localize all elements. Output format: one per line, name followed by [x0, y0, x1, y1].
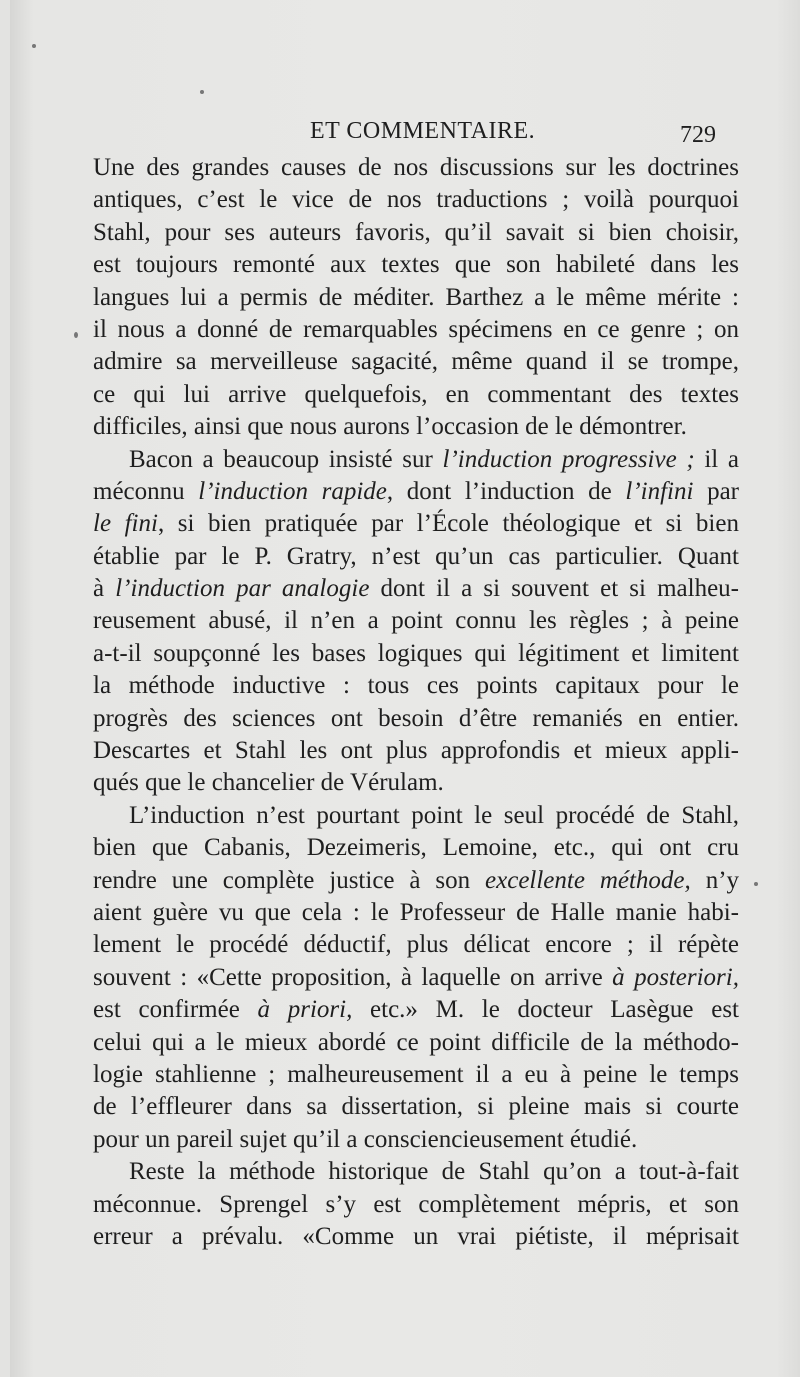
italic-text: l’induction par analogie	[115, 575, 370, 603]
text-line	[93, 508, 739, 540]
line-text: est confirmée	[93, 996, 258, 1024]
text-line	[93, 767, 739, 799]
page-number: 729	[680, 122, 716, 148]
line-text: bien que Cabanis, Dezeimeris, Lemoine, etc., qui ont cru	[93, 834, 739, 862]
italic-text: l’infini	[625, 477, 694, 505]
italic-text: à priori,	[257, 996, 353, 1024]
line-text: de l’effleurer dans sa dissertation, si pleine mais si courte	[93, 1093, 739, 1121]
text-line	[93, 703, 739, 735]
text-line	[93, 1027, 739, 1059]
line-text: celui qui a le mieux abordé ce point difficile de la méthodo-	[93, 1028, 739, 1056]
line-text: Une des grandes causes de nos discussions sur les doctrines	[93, 154, 739, 181]
italic-text: à posteriori,	[612, 963, 739, 991]
line-text: erreur a prévalu. «Comme un vrai piétiste, il méprisait	[93, 1222, 739, 1250]
text-line	[93, 670, 739, 702]
line-text: rendre une complète justice à son	[93, 866, 486, 894]
text-line	[93, 573, 739, 605]
line-text: il nous a donné de remarquables spécimens en ce genre ; on	[93, 315, 739, 343]
ink-speck	[74, 332, 78, 338]
line-text: il a	[694, 445, 739, 473]
text-line	[93, 865, 739, 897]
text-line	[93, 1124, 739, 1156]
ink-speck	[32, 44, 36, 48]
line-text: méconnu	[93, 477, 199, 505]
ink-speck	[200, 90, 204, 94]
line-text: a-t-il soupçonné les bases logiques qui légitiment et limitent	[93, 639, 739, 667]
text-line	[93, 444, 739, 476]
text-line	[93, 800, 739, 832]
line-text: progrès des sciences ont besoin d’être remaniés en entier.	[93, 704, 739, 732]
text-line	[93, 994, 739, 1026]
text-line	[93, 1189, 739, 1221]
line-text: logie stahlienne ; malheureusement il a eu à peine le temps	[93, 1060, 739, 1088]
line-text: pour un pareil sujet qu’il a consciencieusement étudié.	[93, 1125, 638, 1153]
line-text: à	[93, 575, 116, 603]
text-line	[93, 411, 739, 443]
line-text: langues lui a permis de méditer. Barthez a le même mérite :	[93, 283, 739, 311]
text-line	[93, 1059, 739, 1091]
line-text: Descartes et Stahl les ont plus approfondis et mieux appli-	[93, 737, 739, 765]
line-text: aient guère vu que cela : le Professeur de Halle manie habi-	[93, 898, 739, 926]
line-text: établie par le P. Gratry, n’est qu’un cas particulier. Quant	[93, 542, 739, 570]
line-text: qués que le chancelier de Vérulam.	[93, 769, 444, 797]
text-line	[93, 314, 739, 346]
ink-speck	[754, 882, 758, 886]
line-text: admire sa merveilleuse sagacité, même quand il se trompe,	[93, 348, 739, 376]
text-line	[93, 929, 739, 961]
text-line	[93, 638, 739, 670]
line-text: ce qui lui arrive quelquefois, en commentant des textes	[93, 380, 739, 408]
line-text: , dont l’induction de	[386, 477, 626, 505]
line-text: L’induction n’est pourtant point le seul procédé de Stahl,	[129, 801, 739, 829]
line-text: etc.» M. le docteur Lasègue est	[352, 996, 739, 1024]
text-line	[93, 379, 739, 411]
line-text: est toujours remonté aux textes que son habileté dans les	[93, 251, 739, 279]
text-line	[93, 1156, 739, 1188]
line-text: reusement abusé, il n’en a point connu les règles ; à peine	[93, 607, 739, 635]
line-text: Reste la méthode historique de Stahl qu’on a tout-à-fait	[129, 1158, 739, 1186]
text-line	[93, 735, 739, 767]
line-text: n’y	[690, 866, 739, 894]
text-line	[93, 346, 739, 378]
text-line	[93, 152, 739, 184]
text-line	[93, 476, 739, 508]
running-title: ET COMMENTAIRE.	[310, 118, 536, 144]
italic-text: le fini	[93, 510, 158, 538]
line-text: difficiles, ainsi que nous aurons l’occasion de le démontrer.	[93, 413, 687, 441]
line-text: antiques, c’est le vice de nos traductions ; voilà pourquoi	[93, 186, 739, 214]
text-line	[93, 605, 739, 637]
line-text: Bacon a beaucoup insisté sur	[129, 445, 443, 473]
line-text: lement le procédé déductif, plus délicat encore ; il répète	[93, 931, 739, 959]
line-text: la méthode inductive : tous ces points capitaux pour le	[93, 672, 739, 700]
text-line	[93, 1221, 739, 1253]
text-line	[93, 282, 739, 314]
line-text: méconnue. Sprengel s’y est complètement mépris, et son	[93, 1190, 739, 1218]
line-text: , si bien pratiquée par l’École théologique et si bien	[157, 510, 739, 538]
italic-text: l’induction progressive ;	[442, 445, 695, 473]
italic-text: l’induction rapide	[198, 477, 387, 505]
line-text: Stahl, pour ses auteurs favoris, qu’il savait si bien choisir,	[93, 218, 739, 246]
text-line	[93, 217, 739, 249]
line-text: dont il a si souvent et si malheu-	[369, 575, 739, 603]
body-text	[93, 152, 739, 1253]
book-page	[10, 0, 800, 1377]
text-line	[93, 249, 739, 281]
line-text: par	[693, 477, 739, 505]
text-line	[93, 1091, 739, 1123]
text-line	[93, 832, 739, 864]
running-head	[10, 118, 800, 148]
italic-text: excellente méthode,	[485, 866, 691, 894]
line-text: souvent : «Cette proposition, à laquelle on arrive	[93, 963, 613, 991]
text-line	[93, 184, 739, 216]
text-line	[93, 962, 739, 994]
text-line	[93, 541, 739, 573]
text-line	[93, 897, 739, 929]
